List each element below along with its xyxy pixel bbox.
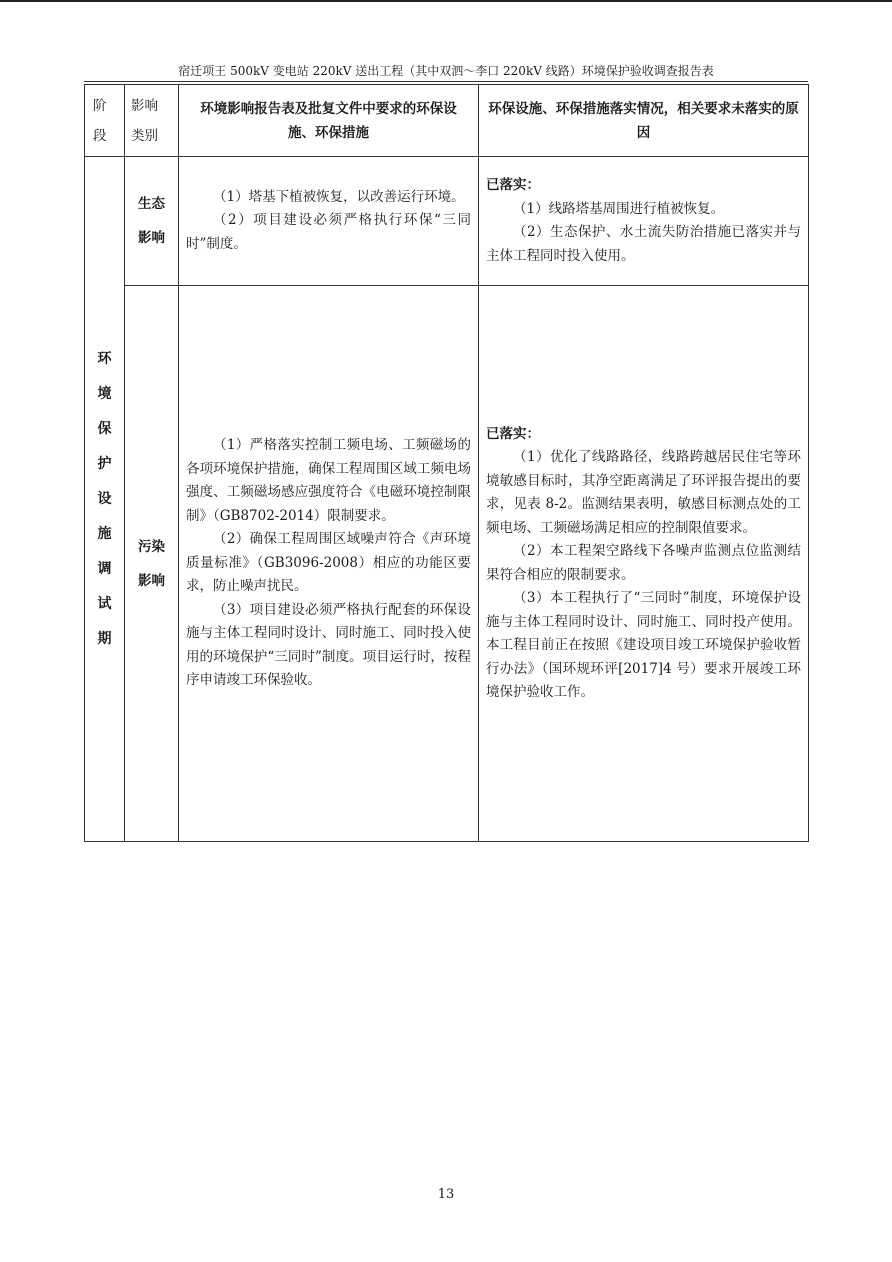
implementation-item: （2）生态保护、水土流失防治措施已落实并与主体工程同时投入使用。 [486,224,801,264]
measures-table [84,84,809,842]
table-row [85,157,809,286]
requirement-item: （3）项目建设必须严格执行配套的环保设施与主体工程同时设计、同时施工、同时投入使用的环境保护“三同时”制度。项目运行时，按程序申请竣工环保验收。 [186,601,471,689]
col-header-category: 影响类别 [125,85,179,157]
category-label: 生态影响 [138,196,165,246]
implementation-item: （1）线路塔基周围进行植被恢复。 [513,200,725,217]
requirement-item: （1）严格落实控制工频电场、工频磁场的各项环境保护措施，确保工程周围区域工频电场强度、工频磁场感应强度符合《电磁环境控制限制》（GB8702-2014）限制要求。 [186,437,471,524]
stage-label: 环境保护设施调试期 [97,350,112,647]
requirement-item: （2）确保工程周围区域噪声符合《声环境质量标准》（GB3096-2008）相应的功能区要求，防止噪声扰民。 [186,531,471,595]
table-header-row [85,85,809,157]
col-header-implementation: 环保设施、环保措施落实情况，相关要求未落实的原因 [479,85,809,157]
implementation-item: （1）优化了线路路径，线路跨越居民住宅等环境敏感目标时，其净空距离满足了环评报告提出的要求，见表 8-2。监测结果表明，敏感目标测点处的工频电场、工频磁场满足相应的控制限值要求。 [486,449,801,536]
header-rule [84,81,808,82]
category-cell [125,157,179,286]
category-label: 污染影响 [138,538,165,589]
col-header-requirements: 环境影响报告表及批复文件中要求的环保设施、环保措施 [179,85,479,157]
implementation-cell [479,286,809,842]
requirements-cell [179,157,479,286]
stage-cell [85,157,125,842]
status-label: 已落实： [486,177,540,193]
implementation-item: （3）本工程执行了“三同时”制度，环境保护设施与主体工程同时设计、同时施工、同时投产使用。本工程目前正在按照《建设项目竣工环境保护验收暂行办法》（国环规环评[2017]4 号）要求开展竣工环境保护验收工作。 [486,590,801,700]
page-number: 13 [437,1187,455,1202]
implementation-cell [479,157,809,286]
category-cell [125,286,179,842]
implementation-item: （2）本工程架空路线下各噪声监测点位监测结果符合相应的限制要求。 [486,543,801,583]
requirement-item: （2）项目建设必须严格执行环保“三同时”制度。 [186,212,471,252]
top-border [0,0,892,2]
requirements-cell [179,286,479,842]
status-label: 已落实： [486,425,540,442]
requirement-item: （1）塔基下植被恢复，以改善运行环境。 [213,188,465,205]
col-header-stage: 阶段 [85,85,125,157]
report-header: 宿迁项王 500kV 变电站 220kV 送出工程（其中双泗～李口 220kV 线路）环境保护验收调查报告表 [178,64,714,78]
table-row [85,286,809,842]
